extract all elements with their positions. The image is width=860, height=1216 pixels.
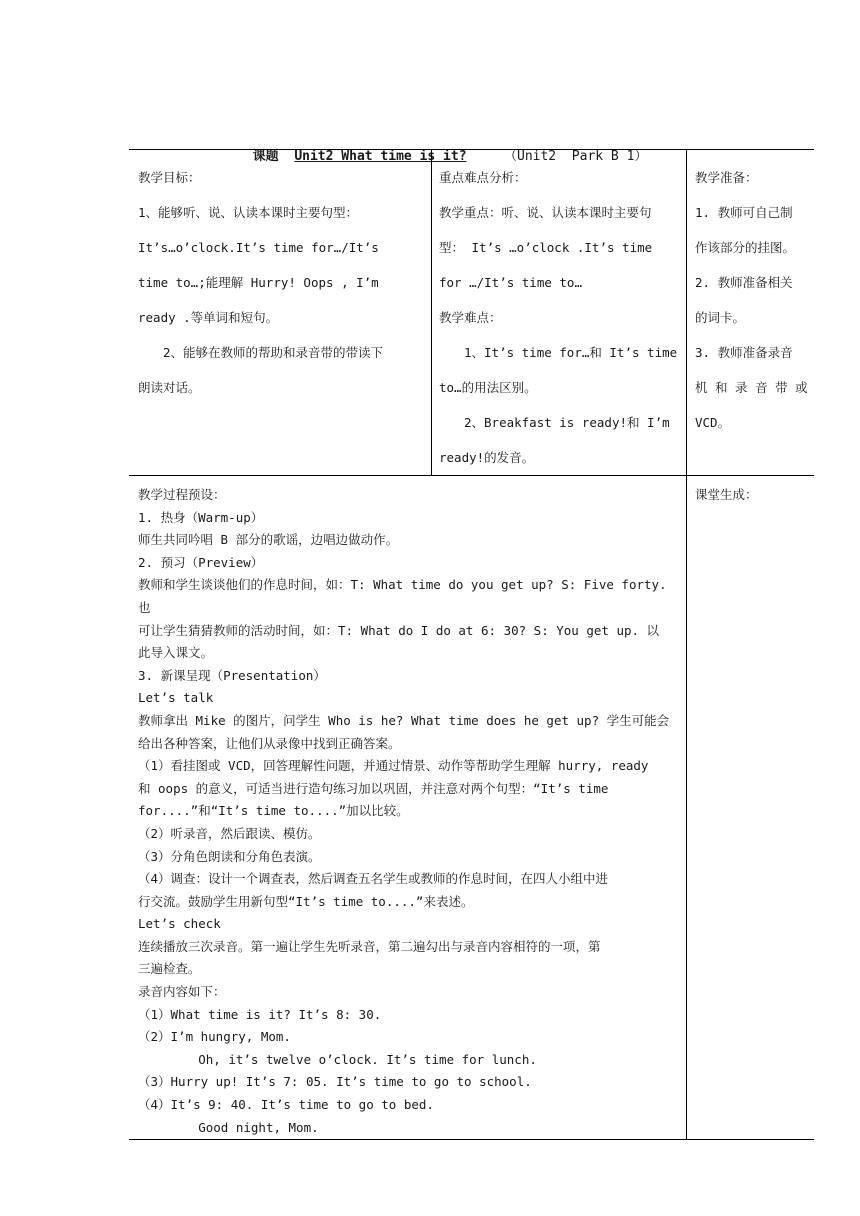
- process-line: 可让学生猜猜教师的活动时间，如：T: What do I do at 6: 30? S: You get up. 以: [138, 622, 660, 638]
- preparation-line: VCD。: [695, 415, 731, 430]
- process-line: （3）分角色朗读和分角色表演。: [138, 848, 321, 864]
- preparation-line: 2. 教师准备相关: [695, 275, 793, 290]
- key-points-line: 教学重点：听、说、认读本课时主要句: [439, 205, 652, 220]
- process-line: 1. 热身（Warm-up）: [138, 509, 264, 525]
- process-line: Let’s check: [138, 916, 221, 932]
- process-line: 录音内容如下：: [138, 984, 226, 1000]
- title-subtitle: （Unit2 Park B 1）: [504, 149, 648, 164]
- preparation-line: 3. 教师准备录音: [695, 345, 793, 360]
- process-line: 师生共同吟唱 B 部分的歌谣，边唱边做动作。: [138, 532, 399, 548]
- preparation-line: 的词卡。: [695, 310, 746, 325]
- process-line: 教师拿出 Mike 的图片，问学生 Who is he? What time does he get up? 学生可能会: [138, 712, 670, 728]
- process-line: for....”和“It’s time to....”加以比较。: [138, 803, 409, 819]
- process-line: 行交流。鼓励学生用新句型“It’s time to....”来表述。: [138, 893, 474, 909]
- process-line: （1）What time is it? It’s 8: 30.: [138, 1006, 382, 1022]
- key-points-line: for …/It’s time to…: [439, 275, 582, 290]
- outcome-cell: [687, 476, 815, 1140]
- title-label: 课题: [252, 149, 279, 164]
- objectives-line: 朗读对话。: [138, 380, 201, 395]
- preparation-line: 机 和 录 音 带 或: [695, 380, 808, 395]
- preparation-line: 1. 教师可自己制: [695, 205, 793, 220]
- process-line: （4）It’s 9: 40. It’s time to go to bed.: [138, 1097, 434, 1113]
- key-points-line: to…的用法区别。: [439, 380, 537, 395]
- title-topic: Unit2 What time is it?: [294, 149, 467, 164]
- process-line: 此导入课文。: [138, 645, 214, 661]
- process-line: Let’s talk: [138, 690, 214, 706]
- objectives-line: ready .等单词和短句。: [138, 310, 279, 325]
- process-line: 2. 预习（Preview）: [138, 554, 264, 570]
- key-points-line: 教学难点：: [439, 310, 502, 325]
- key-points-heading: 重点难点分析：: [439, 170, 527, 185]
- process-line: 3. 新课呈现（Presentation）: [138, 667, 326, 683]
- process-line: 和 oops 的意义，可适当进行造句练习加以巩固，并注意对两个句型：“It’s time: [138, 780, 609, 796]
- preparation-cell: [687, 150, 815, 476]
- process-line: （2）I’m hungry, Mom.: [138, 1029, 291, 1045]
- objectives-heading: 教学目标：: [138, 170, 201, 185]
- process-heading: 教学过程预设：: [138, 487, 226, 502]
- lesson-plan-table: [129, 149, 814, 1140]
- process-line: （4）调查：设计一个调查表，然后调查五名学生或教师的作息时间，在四人小组中进: [138, 871, 609, 887]
- preparation-line: 作该部分的挂图。: [695, 240, 796, 255]
- objectives-line: 1、能够听、说、认读本课时主要句型：: [138, 205, 359, 220]
- process-line: 连续播放三次录音。第一遍让学生先听录音，第二遍勾出与录音内容相符的一项，第: [138, 938, 601, 954]
- process-line: 给出各种答案，让他们从录像中找到正确答案。: [138, 735, 401, 751]
- process-line: Oh, it’s twelve o’clock. It’s time for lunch.: [138, 1051, 537, 1067]
- preparation-heading: 教学准备：: [695, 170, 758, 185]
- outcome-heading: 课堂生成：: [695, 487, 758, 502]
- key-points-line: 型： It’s …o’clock .It’s time: [439, 240, 653, 255]
- key-points-line: 2、Breakfast is ready!和 I’m: [464, 415, 670, 430]
- objectives-line: It’s…o’clock.It’s time for…/It’s: [138, 240, 379, 255]
- key-points-line: ready!的发音。: [439, 450, 535, 465]
- process-line: 三遍检查。: [138, 961, 201, 977]
- objectives-line: 2、能够在教师的帮助和录音带的带读下: [163, 345, 384, 360]
- objectives-cell: [129, 150, 432, 476]
- process-line: 教师和学生谈谈他们的作息时间，如：T: What time do you get up? S: Five forty.也: [138, 577, 667, 615]
- process-line: （1）看挂图或 VCD，回答理解性问题，并通过情景、动作等帮助学生理解 hurry, ready: [138, 758, 649, 774]
- process-line: （2）听录音，然后跟读、模仿。: [138, 825, 321, 841]
- key-points-cell: [432, 150, 687, 476]
- process-line: Good night, Mom.: [138, 1119, 319, 1135]
- process-lines: [138, 507, 678, 1140]
- process-line: （3）Hurry up! It’s 7: 05. It’s time to go to school.: [138, 1074, 532, 1090]
- process-cell: [129, 476, 687, 1140]
- key-points-line: 1、It’s time for…和 It’s time: [464, 345, 678, 360]
- objectives-line: time to…;能理解 Hurry! Oops , I’m: [138, 275, 379, 290]
